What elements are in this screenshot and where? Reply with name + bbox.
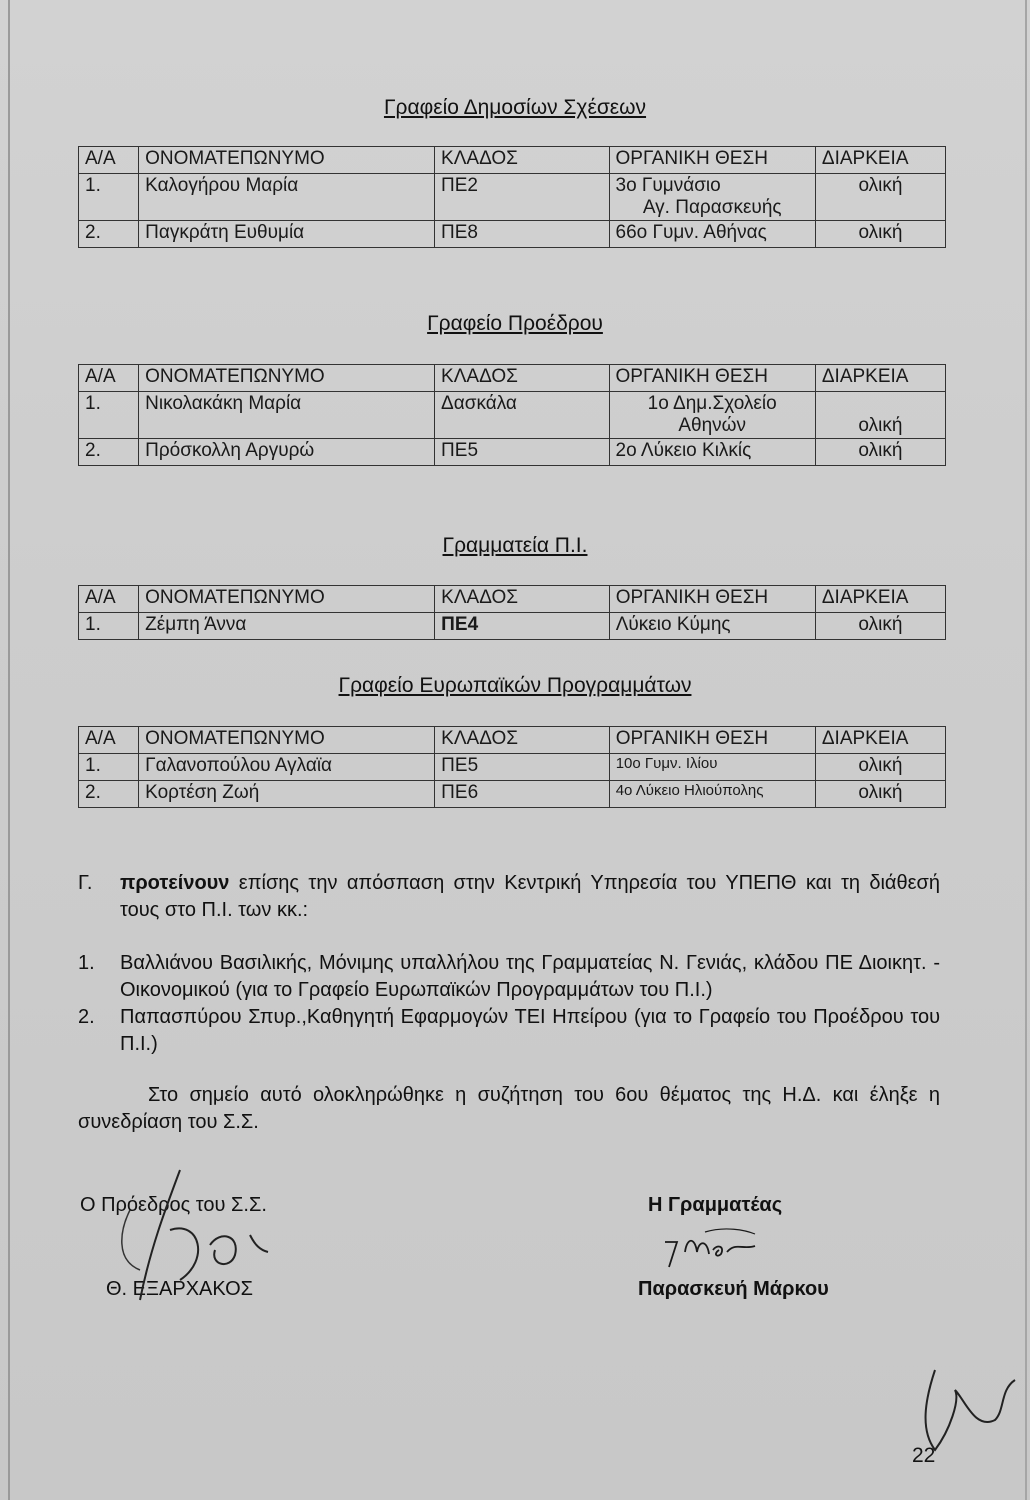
closing-paragraph bbox=[78, 1082, 940, 1136]
table-row bbox=[79, 781, 946, 808]
header-name: ΟΝΟΜΑΤΕΠΩΝΥΜΟ bbox=[139, 147, 435, 174]
cell-diarkeia: ολική bbox=[815, 392, 945, 439]
list-item bbox=[78, 950, 940, 1004]
cell-thesi: 4ο Λύκειο Ηλιούπολης bbox=[609, 781, 815, 808]
cell-name: Πρόσκολλη Αργυρώ bbox=[139, 439, 435, 466]
cell-name: Νικολακάκη Μαρία bbox=[139, 392, 435, 439]
cell-thesi: 10ο Γυμν. Ιλίου bbox=[609, 754, 815, 781]
cell-name: Παγκράτη Ευθυμία bbox=[139, 221, 435, 248]
header-thesi: ΟΡΓΑΝΙΚΗ ΘΕΣΗ bbox=[609, 365, 815, 392]
cell-thesi-line1: 3ο Γυμνάσιο bbox=[615, 175, 721, 196]
cell-diarkeia: ολική bbox=[815, 613, 945, 640]
list-item-number: 1. bbox=[78, 952, 95, 974]
paragraph-proposal bbox=[78, 870, 940, 924]
proposal-lead: προτείνουν bbox=[120, 872, 230, 894]
cell-thesi: Λύκειο Κύμης bbox=[609, 613, 815, 640]
header-thesi: ΟΡΓΑΝΙΚΗ ΘΕΣΗ bbox=[609, 147, 815, 174]
cell-thesi-line2: Αθηνών bbox=[678, 415, 747, 436]
table-secretariat bbox=[78, 585, 946, 640]
page-right-edge bbox=[1025, 0, 1027, 1500]
table-row bbox=[79, 613, 946, 640]
table-row bbox=[79, 221, 946, 248]
header-thesi: ΟΡΓΑΝΙΚΗ ΘΕΣΗ bbox=[609, 586, 815, 613]
table-public-relations bbox=[78, 146, 946, 248]
section-title-european-programs: Γραφείο Ευρωπαϊκών Προγραμμάτων bbox=[338, 674, 692, 697]
secretary-name: Παρασκευή Μάρκου bbox=[638, 1278, 829, 1300]
table-header-row bbox=[79, 147, 946, 174]
table-european-programs bbox=[78, 726, 946, 808]
header-diarkeia: ΔΙΑΡΚΕΙΑ bbox=[815, 365, 945, 392]
table-president-office bbox=[78, 364, 946, 466]
table-row bbox=[79, 174, 946, 221]
header-aa: Α/Α bbox=[79, 727, 139, 754]
header-thesi: ΟΡΓΑΝΙΚΗ ΘΕΣΗ bbox=[609, 727, 815, 754]
table-header-row bbox=[79, 727, 946, 754]
cell-klados: ΠΕ6 bbox=[435, 781, 610, 808]
header-diarkeia: ΔΙΑΡΚΕΙΑ bbox=[815, 727, 945, 754]
cell-aa: 1. bbox=[79, 754, 139, 781]
header-name: ΟΝΟΜΑΤΕΠΩΝΥΜΟ bbox=[139, 727, 435, 754]
cell-aa: 1. bbox=[79, 613, 139, 640]
president-name: Θ. ΕΞΑΡΧΑΚΟΣ bbox=[106, 1278, 254, 1300]
header-klados: ΚΛΑΔΟΣ bbox=[435, 727, 610, 754]
header-name: ΟΝΟΜΑΤΕΠΩΝΥΜΟ bbox=[139, 365, 435, 392]
cell-thesi-line1: 1ο Δημ.Σχολείο bbox=[647, 393, 777, 414]
paragraph-label: Γ. bbox=[78, 872, 93, 894]
header-aa: Α/Α bbox=[79, 147, 139, 174]
proposal-text: επίσης την απόσπαση στην Κεντρική Υπηρεσία του ΥΠΕΠΘ και τη διάθεσή τους στο Π.Ι. των κκ.: bbox=[120, 872, 940, 921]
cell-aa: 2. bbox=[79, 221, 139, 248]
header-name: ΟΝΟΜΑΤΕΠΩΝΥΜΟ bbox=[139, 586, 435, 613]
cell-thesi-line2: Αγ. Παρασκευής bbox=[642, 197, 782, 218]
cell-name: Γαλανοπούλου Αγλαϊα bbox=[139, 754, 435, 781]
cell-diarkeia: ολική bbox=[815, 174, 945, 221]
cell-name: Ζέμπη Άννα bbox=[139, 613, 435, 640]
section-title-public-relations: Γραφείο Δημοσίων Σχέσεων bbox=[383, 96, 647, 119]
page-number: 22 bbox=[912, 1444, 936, 1467]
cell-thesi: 2ο Λύκειο Κιλκίς bbox=[609, 439, 815, 466]
cell-klados: ΠΕ8 bbox=[435, 221, 609, 248]
cell-aa: 1. bbox=[79, 174, 139, 221]
cell-diarkeia: ολική bbox=[815, 221, 945, 248]
list-item-text: Παπασπύρου Σπυρ.,Καθηγητή Εφαρμογών ΤΕΙ Ηπείρου (για το Γραφείο του Προέδρου του Π.Ι.) bbox=[120, 1006, 940, 1055]
cell-aa: 2. bbox=[79, 439, 139, 466]
table-row bbox=[79, 439, 946, 466]
cell-name: Καλογήρου Μαρία bbox=[139, 174, 435, 221]
header-klados: ΚΛΑΔΟΣ bbox=[435, 586, 610, 613]
table-header-row bbox=[79, 365, 946, 392]
table-header-row bbox=[79, 586, 946, 613]
cell-diarkeia: ολική bbox=[815, 754, 945, 781]
header-klados: ΚΛΑΔΟΣ bbox=[435, 147, 609, 174]
cell-klados: ΠΕ5 bbox=[435, 439, 609, 466]
cell-klados: Δασκάλα bbox=[435, 392, 609, 439]
section-title-president-office: Γραφείο Προέδρου bbox=[427, 312, 603, 335]
header-aa: Α/Α bbox=[79, 586, 139, 613]
section-title-secretariat: Γραμματεία Π.Ι. bbox=[442, 534, 588, 557]
table-row bbox=[79, 754, 946, 781]
table-row bbox=[79, 392, 946, 439]
header-diarkeia: ΔΙΑΡΚΕΙΑ bbox=[815, 586, 945, 613]
page-left-edge bbox=[8, 0, 10, 1500]
secretary-title: Η Γραμματέας bbox=[648, 1194, 783, 1216]
list-item-text: Βαλλιάνου Βασιλικής, Μόνιμης υπαλλήλου της Γραμματείας Ν. Γενιάς, κλάδου ΠΕ Διοικητ. - Οικονομικού (για το Γραφείο Ευρωπαϊκών Προγραμμάτων του Π.Ι.) bbox=[120, 952, 940, 1001]
cell-diarkeia: ολική bbox=[815, 781, 945, 808]
closing-text: Στο σημείο αυτό ολοκληρώθηκε η συζήτηση του 6ου θέματος της Η.Δ. και έληξε η συνεδρίαση του Σ.Σ. bbox=[78, 1084, 940, 1133]
cell-thesi: 66ο Γυμν. Αθήνας bbox=[609, 221, 815, 248]
cell-name: Κορτέση Ζωή bbox=[139, 781, 435, 808]
list-item bbox=[78, 1004, 940, 1058]
cell-klados: ΠΕ2 bbox=[435, 174, 609, 221]
header-diarkeia: ΔΙΑΡΚΕΙΑ bbox=[815, 147, 945, 174]
header-aa: Α/Α bbox=[79, 365, 139, 392]
president-title: Ο Πρόεδρος του Σ.Σ. bbox=[80, 1194, 267, 1216]
cell-klados: ΠΕ4 bbox=[435, 613, 610, 640]
cell-aa: 2. bbox=[79, 781, 139, 808]
cell-aa: 1. bbox=[79, 392, 139, 439]
cell-thesi bbox=[609, 392, 815, 439]
president-signature-icon bbox=[110, 1150, 290, 1330]
cell-klados: ΠΕ5 bbox=[435, 754, 610, 781]
cell-diarkeia: ολική bbox=[815, 439, 945, 466]
list-item-number: 2. bbox=[78, 1006, 95, 1028]
header-klados: ΚΛΑΔΟΣ bbox=[435, 365, 609, 392]
cell-thesi bbox=[609, 174, 815, 221]
secretary-signature-icon bbox=[655, 1222, 765, 1282]
